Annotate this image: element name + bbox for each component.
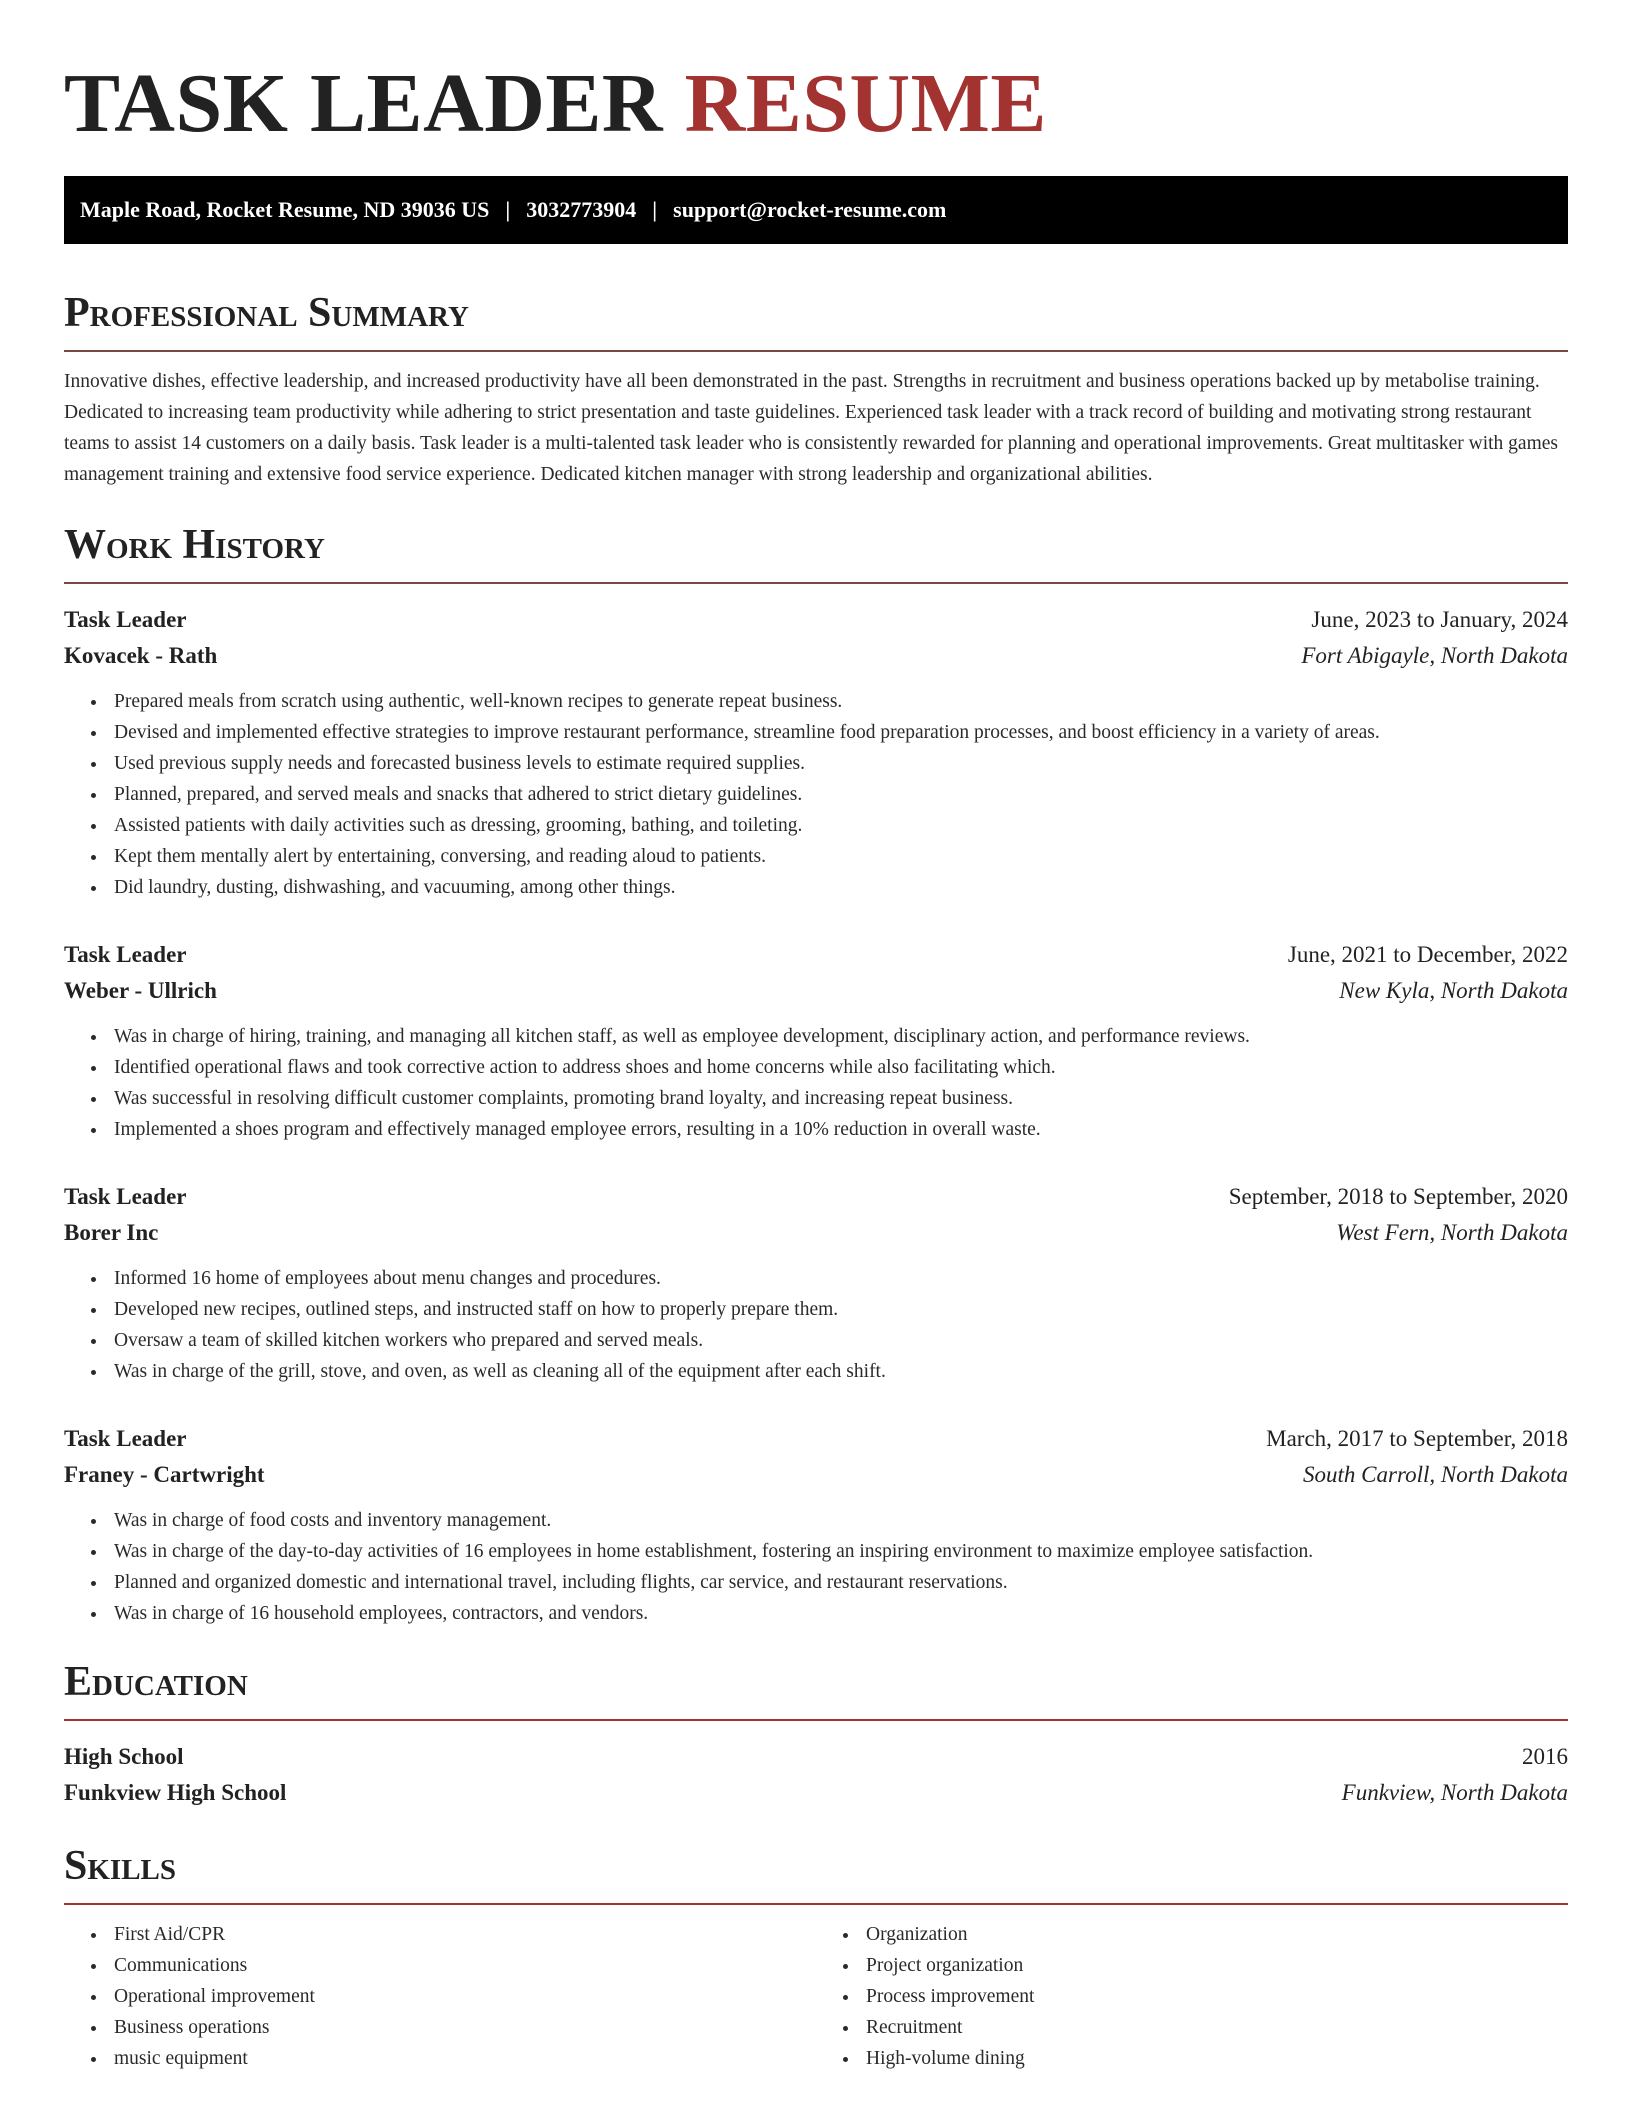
job-location: West Fern, North Dakota <box>1336 1220 1568 1245</box>
job-bullet: • Prepared meals from scratch using authentic, well-known recipes to generate repeat business. <box>108 686 1568 717</box>
job-bullet: • Oversaw a team of skilled kitchen workers who prepared and served meals. <box>108 1325 1568 1356</box>
job-bullet: • Devised and implemented effective strategies to improve restaurant performance, streamline food preparation processes, and boost efficiency in a variety of areas. <box>108 717 1568 748</box>
contact-separator: | <box>505 197 511 222</box>
job-row <box>64 638 1568 674</box>
job-bullets <box>64 1263 1568 1387</box>
education-degree: High School <box>64 1744 184 1769</box>
summary-heading: Professional Summary <box>64 288 1568 352</box>
work-history-heading: Work History <box>64 520 1568 584</box>
job-bullet: • Assisted patients with daily activities such as dressing, grooming, bathing, and toileting. <box>108 810 1568 841</box>
skill-item: • music equipment <box>108 2043 816 2074</box>
skill-item: • First Aid/CPR <box>108 1919 816 1950</box>
job-row <box>64 937 1568 973</box>
job-title: Task Leader <box>64 1184 187 1209</box>
job-bullet: • Planned and organized domestic and international travel, including flights, car service, and restaurant reservations. <box>108 1567 1568 1598</box>
contact-separator: | <box>652 197 658 222</box>
resume-title <box>64 56 1568 152</box>
job-bullet: • Used previous supply needs and forecasted business levels to estimate required supplies. <box>108 748 1568 779</box>
job-dates: March, 2017 to September, 2018 <box>1266 1426 1568 1451</box>
skill-item: • High-volume dining <box>860 2043 1568 2074</box>
job-row <box>64 973 1568 1009</box>
job-bullet: • Identified operational flaws and took corrective action to address shoes and home concerns while also facilitating which. <box>108 1052 1568 1083</box>
job-row <box>64 1457 1568 1493</box>
contact-phone: 3032773904 <box>526 197 637 222</box>
job-row <box>64 1421 1568 1457</box>
skills-list <box>64 1919 1568 2074</box>
job-entry <box>64 937 1568 1145</box>
job-bullet: • Was successful in resolving difficult customer complaints, promoting brand loyalty, and increasing repeat business. <box>108 1083 1568 1114</box>
job-bullet: • Informed 16 home of employees about menu changes and procedures. <box>108 1263 1568 1294</box>
job-bullet: • Kept them mentally alert by entertaining, conversing, and reading aloud to patients. <box>108 841 1568 872</box>
job-title: Task Leader <box>64 607 187 632</box>
job-company: Franey - Cartwright <box>64 1462 265 1487</box>
job-dates: September, 2018 to September, 2020 <box>1228 1184 1568 1209</box>
job-bullet: • Was in charge of the grill, stove, and oven, as well as cleaning all of the equipment after each shift. <box>108 1356 1568 1387</box>
job-bullet: • Was in charge of the day-to-day activities of 16 employees in home establishment, fostering an inspiring environment to maximize employee satisfaction. <box>108 1536 1568 1567</box>
title-main: TASK LEADER <box>64 57 664 150</box>
education-row <box>64 1775 1568 1811</box>
job-title: Task Leader <box>64 1426 187 1451</box>
skill-item: • Recruitment <box>860 2012 1568 2043</box>
job-location: New Kyla, North Dakota <box>1339 978 1568 1003</box>
job-company: Kovacek - Rath <box>64 643 218 668</box>
job-entry <box>64 1421 1568 1629</box>
skill-item: • Communications <box>108 1950 816 1981</box>
job-row <box>64 1179 1568 1215</box>
job-bullet: • Implemented a shoes program and effectively managed employee errors, resulting in a 10% reduction in overall waste. <box>108 1114 1568 1145</box>
job-company: Borer Inc <box>64 1220 159 1245</box>
job-bullet: • Developed new recipes, outlined steps, and instructed staff on how to properly prepare them. <box>108 1294 1568 1325</box>
job-row <box>64 1215 1568 1251</box>
skills-column-right <box>816 1919 1568 2074</box>
skill-item: • Business operations <box>108 2012 816 2043</box>
contact-email: support@rocket-resume.com <box>673 197 947 222</box>
skill-item: • Process improvement <box>860 1981 1568 2012</box>
education-heading: Education <box>64 1657 1568 1721</box>
job-row <box>64 602 1568 638</box>
job-entry <box>64 1179 1568 1387</box>
job-bullets <box>64 1021 1568 1145</box>
job-dates: June, 2021 to December, 2022 <box>1287 942 1568 967</box>
skills-column-left <box>64 1919 816 2074</box>
job-title: Task Leader <box>64 942 187 967</box>
job-company: Weber - Ullrich <box>64 978 217 1003</box>
education-year: 2016 <box>1522 1744 1568 1769</box>
education-row <box>64 1739 1568 1775</box>
skill-item: • Project organization <box>860 1950 1568 1981</box>
job-bullets <box>64 1505 1568 1629</box>
skills-heading: Skills <box>64 1841 1568 1905</box>
skill-item: • Organization <box>860 1919 1568 1950</box>
job-bullet: • Planned, prepared, and served meals and snacks that adhered to strict dietary guidelines. <box>108 779 1568 810</box>
work-history-list <box>64 602 1568 1629</box>
job-entry <box>64 602 1568 903</box>
job-location: South Carroll, North Dakota <box>1303 1462 1568 1487</box>
job-bullet: • Was in charge of food costs and inventory management. <box>108 1505 1568 1536</box>
contact-address: Maple Road, Rocket Resume, ND 39036 US <box>80 197 490 222</box>
education-location: Funkview, North Dakota <box>1341 1780 1568 1805</box>
job-bullets <box>64 686 1568 903</box>
skill-item: • Operational improvement <box>108 1981 816 2012</box>
job-bullet: • Was in charge of hiring, training, and managing all kitchen staff, as well as employee development, disciplinary action, and performance reviews. <box>108 1021 1568 1052</box>
job-bullet: • Was in charge of 16 household employees, contractors, and vendors. <box>108 1598 1568 1629</box>
title-accent: RESUME <box>684 57 1047 150</box>
job-dates: June, 2023 to January, 2024 <box>1311 607 1568 632</box>
job-location: Fort Abigayle, North Dakota <box>1301 643 1568 668</box>
summary-text: Innovative dishes, effective leadership, and increased productivity have all been demonstrated in the past. Strengths in recruitment and business operations backed up by metabolise training. Dedicated to increasing team productivity while adhering to strict presentation and taste guidelines. Experienced task leader with a track record of building and motivating strong restaurant teams to assist 14 customers on a daily basis. Task leader is a multi-talented task leader who is consistently rewarded for planning and operational improvements. Great multitasker with games management training and extensive food service experience. Dedicated kitchen manager with strong leadership and organizational abilities. <box>64 371 1558 485</box>
job-bullet: • Did laundry, dusting, dishwashing, and vacuuming, among other things. <box>108 872 1568 903</box>
education-school: Funkview High School <box>64 1780 287 1805</box>
contact-bar <box>64 176 1568 244</box>
education-entry <box>64 1739 1568 1811</box>
